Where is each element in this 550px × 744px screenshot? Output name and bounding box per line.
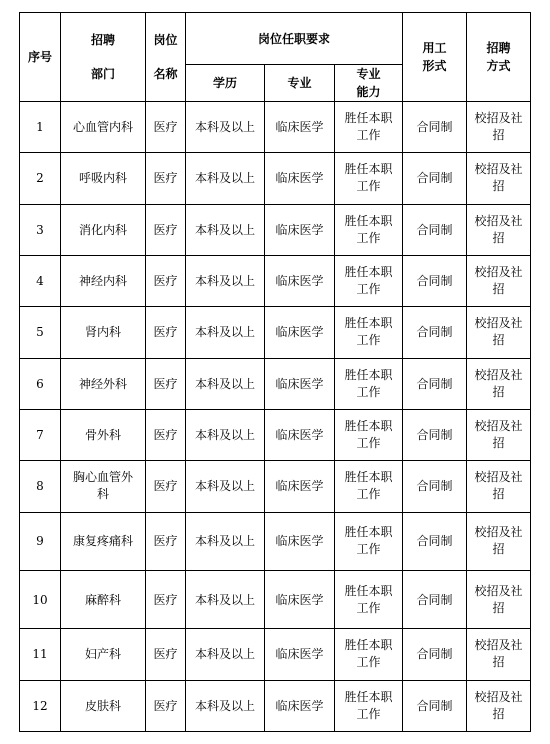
table-body — [20, 102, 531, 732]
cell-method: 校招及社招 — [467, 461, 531, 512]
cell-dept: 心血管内科 — [61, 102, 146, 153]
table-row — [20, 680, 531, 731]
cell-dept: 康复疼痛科 — [61, 512, 146, 570]
header-method: 招聘 方式 — [467, 13, 531, 102]
cell-seq: 12 — [20, 680, 61, 731]
cell-dept: 骨外科 — [61, 409, 146, 460]
cell-method: 校招及社招 — [467, 512, 531, 570]
header-requirements: 岗位任职要求 — [186, 13, 403, 65]
cell-employment: 合同制 — [403, 204, 467, 255]
cell-employment: 合同制 — [403, 512, 467, 570]
cell-employment: 合同制 — [403, 153, 467, 204]
cell-education: 本科及以上 — [186, 204, 265, 255]
cell-education: 本科及以上 — [186, 102, 265, 153]
table-row — [20, 358, 531, 409]
cell-employment: 合同制 — [403, 461, 467, 512]
cell-employment: 合同制 — [403, 570, 467, 628]
header-dept: 招聘 部门 — [61, 13, 146, 102]
cell-employment: 合同制 — [403, 102, 467, 153]
table-row — [20, 204, 531, 255]
table-row — [20, 512, 531, 570]
cell-education: 本科及以上 — [186, 629, 265, 680]
cell-seq: 11 — [20, 629, 61, 680]
cell-dept: 皮肤科 — [61, 680, 146, 731]
cell-employment: 合同制 — [403, 255, 467, 306]
cell-seq: 4 — [20, 255, 61, 306]
cell-dept: 消化内科 — [61, 204, 146, 255]
cell-major: 临床医学 — [265, 680, 335, 731]
table-row — [20, 629, 531, 680]
cell-ability: 胜任本职工作 — [335, 629, 403, 680]
cell-ability: 胜任本职工作 — [335, 307, 403, 358]
table-row — [20, 153, 531, 204]
cell-seq: 8 — [20, 461, 61, 512]
cell-education: 本科及以上 — [186, 307, 265, 358]
cell-major: 临床医学 — [265, 461, 335, 512]
header-position: 岗位 名称 — [146, 13, 186, 102]
cell-method: 校招及社招 — [467, 307, 531, 358]
cell-method: 校招及社招 — [467, 102, 531, 153]
cell-ability: 胜任本职工作 — [335, 358, 403, 409]
cell-position: 医疗 — [146, 255, 186, 306]
cell-dept: 呼吸内科 — [61, 153, 146, 204]
cell-major: 临床医学 — [265, 409, 335, 460]
cell-seq: 2 — [20, 153, 61, 204]
cell-method: 校招及社招 — [467, 409, 531, 460]
cell-education: 本科及以上 — [186, 512, 265, 570]
table-header — [20, 13, 531, 102]
cell-method: 校招及社招 — [467, 153, 531, 204]
cell-position: 医疗 — [146, 409, 186, 460]
cell-ability: 胜任本职工作 — [335, 204, 403, 255]
header-major: 专业 — [265, 65, 335, 102]
cell-ability: 胜任本职工作 — [335, 570, 403, 628]
cell-employment: 合同制 — [403, 358, 467, 409]
cell-dept: 妇产科 — [61, 629, 146, 680]
cell-method: 校招及社招 — [467, 629, 531, 680]
header-ability: 专业 能力 — [335, 65, 403, 102]
cell-position: 医疗 — [146, 204, 186, 255]
cell-ability: 胜任本职工作 — [335, 255, 403, 306]
cell-ability: 胜任本职工作 — [335, 409, 403, 460]
table-row — [20, 570, 531, 628]
cell-education: 本科及以上 — [186, 461, 265, 512]
cell-position: 医疗 — [146, 629, 186, 680]
cell-position: 医疗 — [146, 570, 186, 628]
header-employment: 用工 形式 — [403, 13, 467, 102]
cell-position: 医疗 — [146, 680, 186, 731]
table-row — [20, 255, 531, 306]
cell-dept: 神经外科 — [61, 358, 146, 409]
cell-ability: 胜任本职工作 — [335, 153, 403, 204]
cell-education: 本科及以上 — [186, 255, 265, 306]
cell-education: 本科及以上 — [186, 570, 265, 628]
cell-position: 医疗 — [146, 153, 186, 204]
cell-major: 临床医学 — [265, 153, 335, 204]
cell-seq: 6 — [20, 358, 61, 409]
cell-major: 临床医学 — [265, 255, 335, 306]
cell-major: 临床医学 — [265, 629, 335, 680]
cell-major: 临床医学 — [265, 512, 335, 570]
cell-employment: 合同制 — [403, 409, 467, 460]
cell-dept: 神经内科 — [61, 255, 146, 306]
cell-ability: 胜任本职工作 — [335, 512, 403, 570]
cell-position: 医疗 — [146, 461, 186, 512]
header-education: 学历 — [186, 65, 265, 102]
cell-dept: 麻醉科 — [61, 570, 146, 628]
cell-position: 医疗 — [146, 512, 186, 570]
cell-dept: 胸心血管外科 — [61, 461, 146, 512]
cell-method: 校招及社招 — [467, 680, 531, 731]
cell-method: 校招及社招 — [467, 358, 531, 409]
cell-major: 临床医学 — [265, 307, 335, 358]
cell-position: 医疗 — [146, 307, 186, 358]
cell-position: 医疗 — [146, 102, 186, 153]
cell-dept: 肾内科 — [61, 307, 146, 358]
cell-seq: 7 — [20, 409, 61, 460]
cell-seq: 10 — [20, 570, 61, 628]
cell-education: 本科及以上 — [186, 409, 265, 460]
table-row — [20, 409, 531, 460]
cell-method: 校招及社招 — [467, 204, 531, 255]
recruitment-table — [19, 12, 531, 732]
cell-education: 本科及以上 — [186, 153, 265, 204]
cell-seq: 9 — [20, 512, 61, 570]
cell-employment: 合同制 — [403, 307, 467, 358]
cell-major: 临床医学 — [265, 204, 335, 255]
cell-education: 本科及以上 — [186, 358, 265, 409]
cell-major: 临床医学 — [265, 102, 335, 153]
table-row — [20, 102, 531, 153]
cell-ability: 胜任本职工作 — [335, 680, 403, 731]
cell-seq: 5 — [20, 307, 61, 358]
cell-employment: 合同制 — [403, 680, 467, 731]
cell-employment: 合同制 — [403, 629, 467, 680]
cell-seq: 3 — [20, 204, 61, 255]
cell-method: 校招及社招 — [467, 255, 531, 306]
cell-major: 临床医学 — [265, 358, 335, 409]
header-seq: 序号 — [20, 13, 61, 102]
cell-seq: 1 — [20, 102, 61, 153]
cell-major: 临床医学 — [265, 570, 335, 628]
cell-ability: 胜任本职工作 — [335, 102, 403, 153]
cell-education: 本科及以上 — [186, 680, 265, 731]
cell-ability: 胜任本职工作 — [335, 461, 403, 512]
cell-method: 校招及社招 — [467, 570, 531, 628]
table-row — [20, 461, 531, 512]
cell-position: 医疗 — [146, 358, 186, 409]
table-row — [20, 307, 531, 358]
